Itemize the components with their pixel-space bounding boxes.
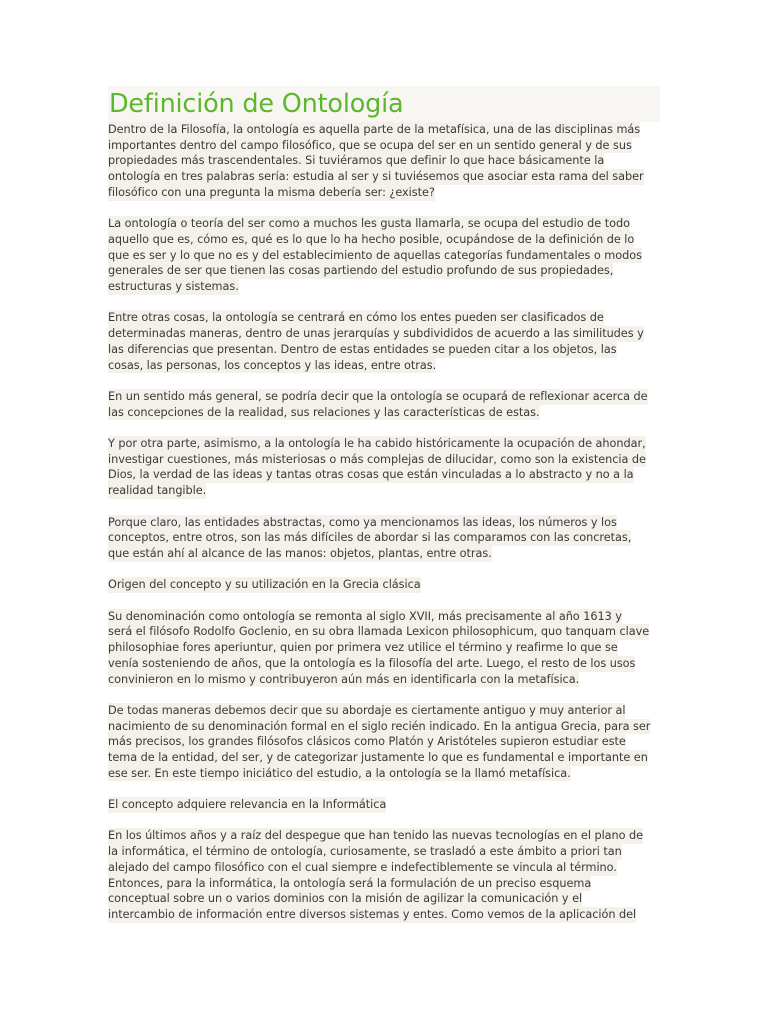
paragraph <box>108 216 660 295</box>
text-line: las diferencias que presentan. Dentro de estas entidades se pueden citar a los objetos, las <box>108 342 617 356</box>
text-line: tema de la entidad, del ser, y de categorizar justamente lo que es fundamental e importante en <box>108 751 648 764</box>
text-line: cosas, las personas, los conceptos y las ideas, entre otras. <box>108 358 437 372</box>
text-line: que es ser y lo que no es y del establecimiento de aquellas categorías fundamentales o modos <box>108 248 642 262</box>
text-line: será el filósofo Rodolfo Goclenio, en su obra llamada Lexicon philosophicum, quo tanquam clave <box>108 625 650 639</box>
text-line: generales de ser que tienen las cosas partiendo del estudio profundo de sus propiedades, <box>108 264 614 278</box>
paragraph <box>108 389 660 420</box>
paragraph <box>108 515 660 562</box>
title-bar <box>108 86 660 122</box>
text-line: que están ahí al alcance de las manos: objetos, plantas, entre otras. <box>108 546 492 560</box>
text-line: conceptos, entre otros, son las más difíciles de abordar si las comparamos con las concretas, <box>108 531 632 545</box>
text-line: intercambio de información entre diversos sistemas y entes. Como vemos de la aplicación del <box>108 908 637 921</box>
text-line: Origen del concepto y su utilización en la Grecia clásica <box>108 578 421 592</box>
paragraph <box>108 609 660 688</box>
text-line: estructuras y sistemas. <box>108 280 239 294</box>
paragraph <box>108 122 660 201</box>
text-line: las concepciones de la realidad, sus relaciones y las características de estas. <box>108 405 540 419</box>
paragraph <box>108 797 660 813</box>
text-line: En los últimos años y a raíz del despegue que han tenido las nuevas tecnologías en el plano de <box>108 829 644 843</box>
text-line: ontología en tres palabras sería: estudia al ser y si tuviésemos que asociar esta rama del saber <box>108 170 644 184</box>
text-line: más precisos, los grandes filósofos clásicos como Platón y Aristóteles supieron estudiar este <box>108 735 626 749</box>
text-line: determinadas maneras, dentro de unas jerarquías y subdivididos de acuerdo a las similitudes y <box>108 327 644 341</box>
document-body <box>108 122 660 923</box>
text-line: venía sosteniendo de años, que la ontología es la filosofía del arte. Luego, el resto de los usos <box>108 656 636 670</box>
text-line: alejado del campo filosófico con el cual siempre e indefectiblemente se vincula al término. <box>108 860 617 874</box>
text-line: Y por otra parte, asimismo, a la ontología le ha cabido históricamente la ocupación de ahondar, <box>108 437 646 450</box>
text-line: filosófico con una pregunta la misma debería ser: ¿existe? <box>108 185 435 199</box>
text-line: conceptual sobre un o varios dominios con la misión de agilizar la comunicación y el <box>108 892 583 906</box>
text-line: Porque claro, las entidades abstractas, como ya mencionamos las ideas, los números y los <box>108 515 617 529</box>
paragraph <box>108 703 660 782</box>
text-line: El concepto adquiere relevancia en la Informática <box>108 798 387 812</box>
paragraph <box>108 828 660 922</box>
text-line: propiedades más trascendentales. Si tuviéramos que definir lo que hace básicamente la <box>108 154 605 168</box>
text-line: importantes dentro del campo filosófico, que se ocupa del ser en un sentido general y de sus <box>108 138 632 152</box>
text-line: convinieron en lo mismo y contribuyeron aún más en identificarla con la metafísica. <box>108 672 580 686</box>
text-line: En un sentido más general, se podría decir que la ontología se ocupará de reflexionar acerca de <box>108 389 648 403</box>
text-line: La ontología o teoría del ser como a muchos les gusta llamarla, se ocupa del estudio de todo <box>108 217 630 231</box>
text-line: De todas maneras debemos decir que su abordaje es ciertamente antiguo y muy anterior al <box>108 703 626 717</box>
paragraph <box>108 577 660 593</box>
text-line: Dentro de la Filosofía, la ontología es aquella parte de la metafísica, una de las disciplinas más <box>108 123 641 136</box>
text-line: ese ser. En este tiempo iniciático del estudio, a la ontología se la llamó metafísica. <box>108 766 571 780</box>
text-line: Entonces, para la informática, la ontología será la formulación de un preciso esquema <box>108 876 592 890</box>
text-line: Entre otras cosas, la ontología se centrará en cómo los entes pueden ser clasificados de <box>108 311 604 325</box>
text-line: investigar cuestiones, más misteriosas o más complejas de dilucidar, como son la existencia de <box>108 452 646 466</box>
text-line: aquello que es, cómo es, qué es lo que lo ha hecho posible, ocupándose de la definición de lo <box>108 232 635 246</box>
text-line: Dios, la verdad de las ideas y tantas otras cosas que están vinculadas a lo abstracto y no a la <box>108 468 634 482</box>
text-line: realidad tangible. <box>108 484 207 498</box>
text-line: nacimiento de su denominación formal en el siglo recién indicado. En la antigua Grecia, para ser <box>108 719 651 733</box>
text-line: philosophiae fores aperiuntur, quien por primera vez utilice el término y reafirme lo que se <box>108 641 618 655</box>
document-page <box>108 86 660 938</box>
text-line: la informática, el término de ontología, curiosamente, se trasladó a este ámbito a priori tan <box>108 845 622 859</box>
paragraph <box>108 310 660 373</box>
page-title: Definición de Ontología <box>109 89 404 119</box>
text-line: Su denominación como ontología se remonta al siglo XVII, más precisamente al año 1613 y <box>108 609 622 623</box>
paragraph <box>108 436 660 499</box>
